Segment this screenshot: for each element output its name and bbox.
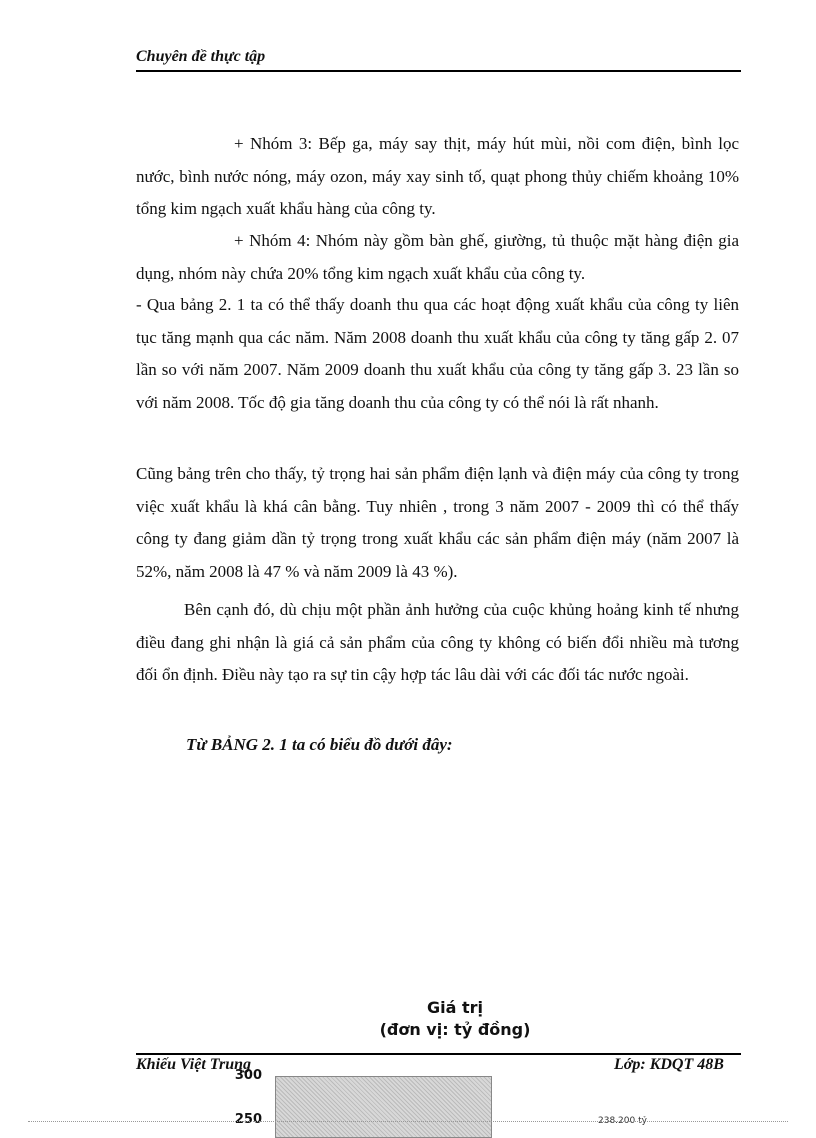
paragraph-group-3: + Nhóm 3: Bếp ga, máy say thịt, máy hút mùi, nồi com điện, bình lọc nước, bình nước nóng, máy ozon, máy xay sinh tố, quạt phong thủy chiếm khoảng 10% tổng kim ngạch xuất khẩu hàng của công ty.: [136, 134, 739, 218]
footer-rule: [136, 1053, 741, 1055]
page-header-title: Chuyên đề thực tập: [136, 48, 266, 65]
footer-author: Khiếu Việt Trung: [136, 1056, 251, 1073]
y-tick-label: 300: [234, 1068, 262, 1083]
chart-plot-area: [275, 1076, 492, 1138]
chart-title: Giá trị: [426, 998, 483, 1017]
paragraph-price-stability: Bên cạnh đó, dù chịu một phần ảnh hưởng của cuộc khủng hoảng kinh tế nhưng điều đang ghi nhận là giá cả sản phẩm của công ty không có biến đổi nhiều mà tương đối ổn định. Điều này tạo ra sự tin cậy hợp tác lâu dài với các đối tác nước ngoài.: [136, 600, 739, 684]
chart-lead-text: Từ BẢNG 2. 1 ta có biểu đồ dưới đây:: [186, 735, 453, 754]
y-tick-label: 250: [234, 1112, 262, 1127]
paragraph-proportion: Cũng bảng trên cho thấy, tỷ trọng hai sản phẩm điện lạnh và điện máy của công ty trong việc xuất khẩu là khá cân bằng. Tuy nhiên , trong 3 năm 2007 - 2009 thì có thể thấy công ty đang giảm dần tỷ trọng trong xuất khẩu các sản phẩm điện máy (năm 2007 là 52%, năm 2008 là 47 % và năm 2009 là 43 %).: [136, 464, 739, 581]
page-bottom-dotted-rule: [28, 1121, 788, 1122]
header-rule: [136, 70, 741, 72]
footer-class: Lớp: KDQT 48B: [614, 1056, 724, 1073]
chart-subtitle: (đơn vị: tỷ đồng): [379, 1020, 531, 1039]
paragraph-group-4: + Nhóm 4: Nhóm này gồm bàn ghế, giường, tủ thuộc mặt hàng điện gia dụng, nhóm này chứa 20% tổng kim ngạch xuất khẩu của công ty.: [136, 231, 739, 283]
paragraph-revenue: - Qua bảng 2. 1 ta có thể thấy doanh thu qua các hoạt động xuất khẩu của công ty liên tục tăng mạnh qua các năm. Năm 2008 doanh thu xuất khẩu của công ty tăng gấp 2. 07 lần so với năm 2007. Năm 2009 doanh thu xuất khẩu của công ty tăng gấp 3. 23 lần so với năm 2008. Tốc độ gia tăng doanh thu của công ty có thể nói là rất nhanh.: [136, 295, 739, 412]
bar-data-label: 238.200 tỷ: [598, 1116, 647, 1126]
